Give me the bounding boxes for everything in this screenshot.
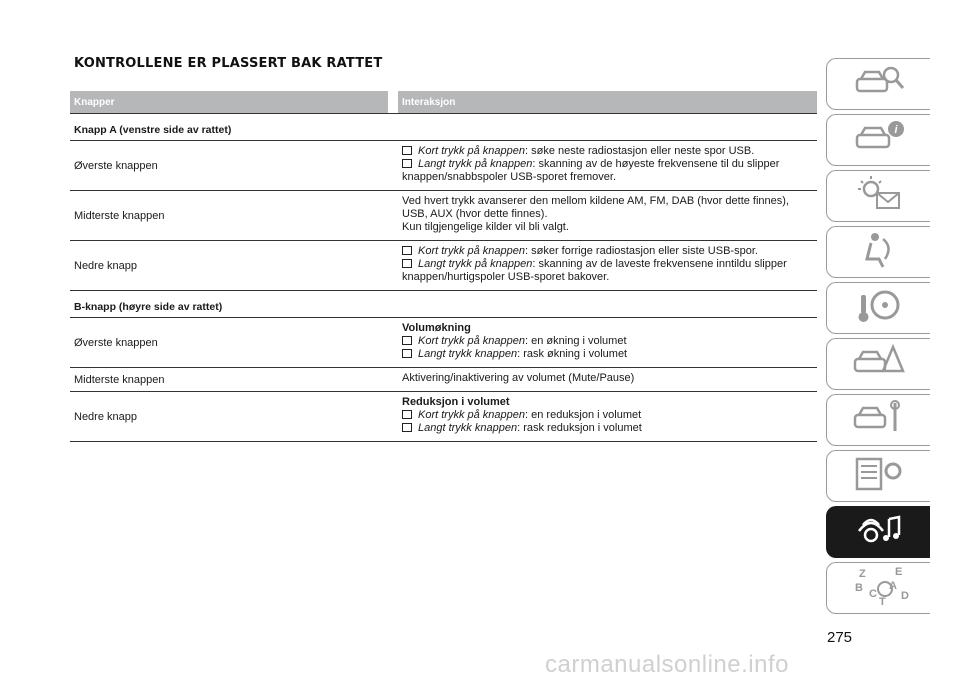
checkbox-bullet-icon bbox=[402, 146, 412, 155]
car-accident-warning-icon bbox=[849, 341, 909, 388]
chapter-tab[interactable] bbox=[826, 226, 930, 278]
header-interaction: Interaksjon bbox=[402, 96, 456, 108]
section-a-rows bbox=[70, 141, 817, 291]
interaction-text: USB, AUX (hvor dette finnes). bbox=[402, 208, 548, 220]
interaction-heading: Reduksjon i volumet bbox=[402, 396, 510, 408]
interaction-line bbox=[402, 245, 813, 258]
technical-data-gear-icon bbox=[849, 453, 909, 500]
page-number: 275 bbox=[827, 629, 853, 646]
chapter-tab[interactable] bbox=[826, 394, 930, 446]
interaction-line bbox=[402, 158, 813, 171]
car-wrench-icon bbox=[849, 397, 909, 444]
interaction-cell bbox=[398, 392, 817, 441]
table-row bbox=[70, 392, 817, 442]
chapter-tab[interactable] bbox=[826, 506, 930, 558]
interaction-text: Aktivering/inaktivering av volumet (Mute/Pause) bbox=[402, 372, 635, 384]
steering-wheel-key-icon bbox=[849, 285, 909, 332]
checkbox-bullet-icon bbox=[402, 349, 412, 358]
interaction-line bbox=[402, 171, 813, 184]
airbag-seat-icon bbox=[849, 229, 909, 276]
svg-text:C: C bbox=[868, 587, 877, 600]
table-row bbox=[70, 141, 817, 191]
page-title: KONTROLLENE ER PLASSERT BAK RATTET bbox=[74, 56, 383, 71]
checkbox-bullet-icon bbox=[402, 410, 412, 419]
interaction-text: : søke neste radiostasjon eller neste spor USB. bbox=[525, 145, 755, 157]
interaction-cell bbox=[398, 191, 817, 240]
interaction-emphasis: Langt trykk knappen bbox=[418, 348, 518, 360]
interaction-text: Kun tilgjengelige kilder vil bli valgt. bbox=[402, 221, 569, 233]
interaction-text: : rask økning i volumet bbox=[517, 348, 628, 360]
interaction-line bbox=[402, 348, 813, 361]
interaction-emphasis: Kort trykk på knappen bbox=[418, 335, 526, 347]
section-a-title: Knapp A (venstre side av rattet) bbox=[70, 113, 817, 141]
interaction-text: : søker forrige radiostasjon eller siste USB-spor. bbox=[525, 245, 758, 257]
interaction-line bbox=[402, 258, 813, 271]
interaction-heading: Volumøkning bbox=[402, 322, 471, 334]
header-buttons: Knapper bbox=[74, 96, 115, 108]
interaction-text: : skanning av de høyeste frekvensene til du slipper bbox=[532, 158, 780, 170]
interaction-cell bbox=[398, 141, 817, 190]
interaction-text: knappen/snabbspoler USB-sporet fremover. bbox=[402, 171, 617, 183]
interaction-emphasis: Kort trykk på knappen bbox=[418, 145, 526, 157]
interaction-line bbox=[402, 221, 813, 234]
table-row bbox=[70, 368, 817, 392]
chapter-tab[interactable] bbox=[826, 338, 930, 390]
svg-text:i: i bbox=[893, 123, 898, 136]
chapter-tab[interactable] bbox=[826, 114, 930, 166]
interaction-emphasis: Langt trykk knappen bbox=[418, 422, 518, 434]
interaction-text: : skanning av de laveste frekvensene inntildu slipper bbox=[532, 258, 787, 270]
interaction-line bbox=[402, 145, 813, 158]
interaction-text: : rask reduksjon i volumet bbox=[517, 422, 642, 434]
button-name: Midterste knappen bbox=[74, 373, 165, 386]
svg-text:Z: Z bbox=[858, 567, 866, 580]
interaction-line bbox=[402, 422, 813, 435]
interaction-emphasis: Kort trykk på knappen bbox=[418, 245, 526, 257]
chapter-tab[interactable] bbox=[826, 282, 930, 334]
multimedia-music-icon bbox=[849, 509, 909, 556]
button-name: Øverste knappen bbox=[74, 336, 158, 349]
table-row bbox=[70, 241, 817, 291]
table-header bbox=[70, 91, 817, 113]
checkbox-bullet-icon bbox=[402, 259, 412, 268]
button-name: Nedre knapp bbox=[74, 410, 137, 423]
chapter-tab[interactable] bbox=[826, 58, 930, 110]
interaction-line bbox=[402, 208, 813, 221]
button-name: Nedre knapp bbox=[74, 259, 137, 272]
interaction-cell bbox=[398, 368, 817, 391]
svg-text:A: A bbox=[888, 579, 897, 592]
chapter-tab[interactable] bbox=[826, 450, 930, 502]
checkbox-bullet-icon bbox=[402, 423, 412, 432]
interaction-text: : en økning i volumet bbox=[525, 335, 627, 347]
checkbox-bullet-icon bbox=[402, 336, 412, 345]
checkbox-bullet-icon bbox=[402, 159, 412, 168]
svg-text:D: D bbox=[900, 589, 909, 602]
interaction-cell bbox=[398, 318, 817, 367]
interaction-text: : en reduksjon i volumet bbox=[525, 409, 642, 421]
interaction-cell bbox=[398, 241, 817, 290]
chapter-tab[interactable] bbox=[826, 170, 930, 222]
button-name: Midterste knappen bbox=[74, 209, 165, 222]
chapter-tab[interactable] bbox=[826, 562, 930, 614]
warning-light-message-icon bbox=[849, 173, 909, 220]
interaction-text: Ved hvert trykk avanserer den mellom kildene AM, FM, DAB (hvor dette finnes), bbox=[402, 195, 789, 207]
controls-table bbox=[70, 91, 817, 442]
svg-text:T: T bbox=[878, 595, 886, 607]
checkbox-bullet-icon bbox=[402, 246, 412, 255]
interaction-emphasis: Langt trykk på knappen bbox=[418, 158, 533, 170]
interaction-line bbox=[402, 195, 813, 208]
interaction-line bbox=[402, 372, 813, 385]
interaction-line bbox=[402, 409, 813, 422]
svg-text:E: E bbox=[894, 565, 902, 578]
car-info-icon bbox=[849, 117, 909, 164]
watermark: carmanualsonline.info bbox=[545, 651, 789, 678]
table-row bbox=[70, 191, 817, 241]
table-row bbox=[70, 318, 817, 368]
interaction-emphasis: Kort trykk på knappen bbox=[418, 409, 526, 421]
chapter-tabs bbox=[826, 58, 930, 618]
alphabetical-index-icon bbox=[849, 565, 909, 612]
button-name: Øverste knappen bbox=[74, 159, 158, 172]
interaction-text: knappen/hurtigspoler USB-sporet bakover. bbox=[402, 271, 610, 283]
svg-text:B: B bbox=[854, 581, 863, 594]
section-b-title: B-knapp (høyre side av rattet) bbox=[70, 291, 817, 318]
section-b-rows bbox=[70, 318, 817, 442]
interaction-line bbox=[402, 271, 813, 284]
interaction-emphasis: Langt trykk på knappen bbox=[418, 258, 533, 270]
interaction-line bbox=[402, 335, 813, 348]
car-search-icon bbox=[849, 61, 909, 108]
